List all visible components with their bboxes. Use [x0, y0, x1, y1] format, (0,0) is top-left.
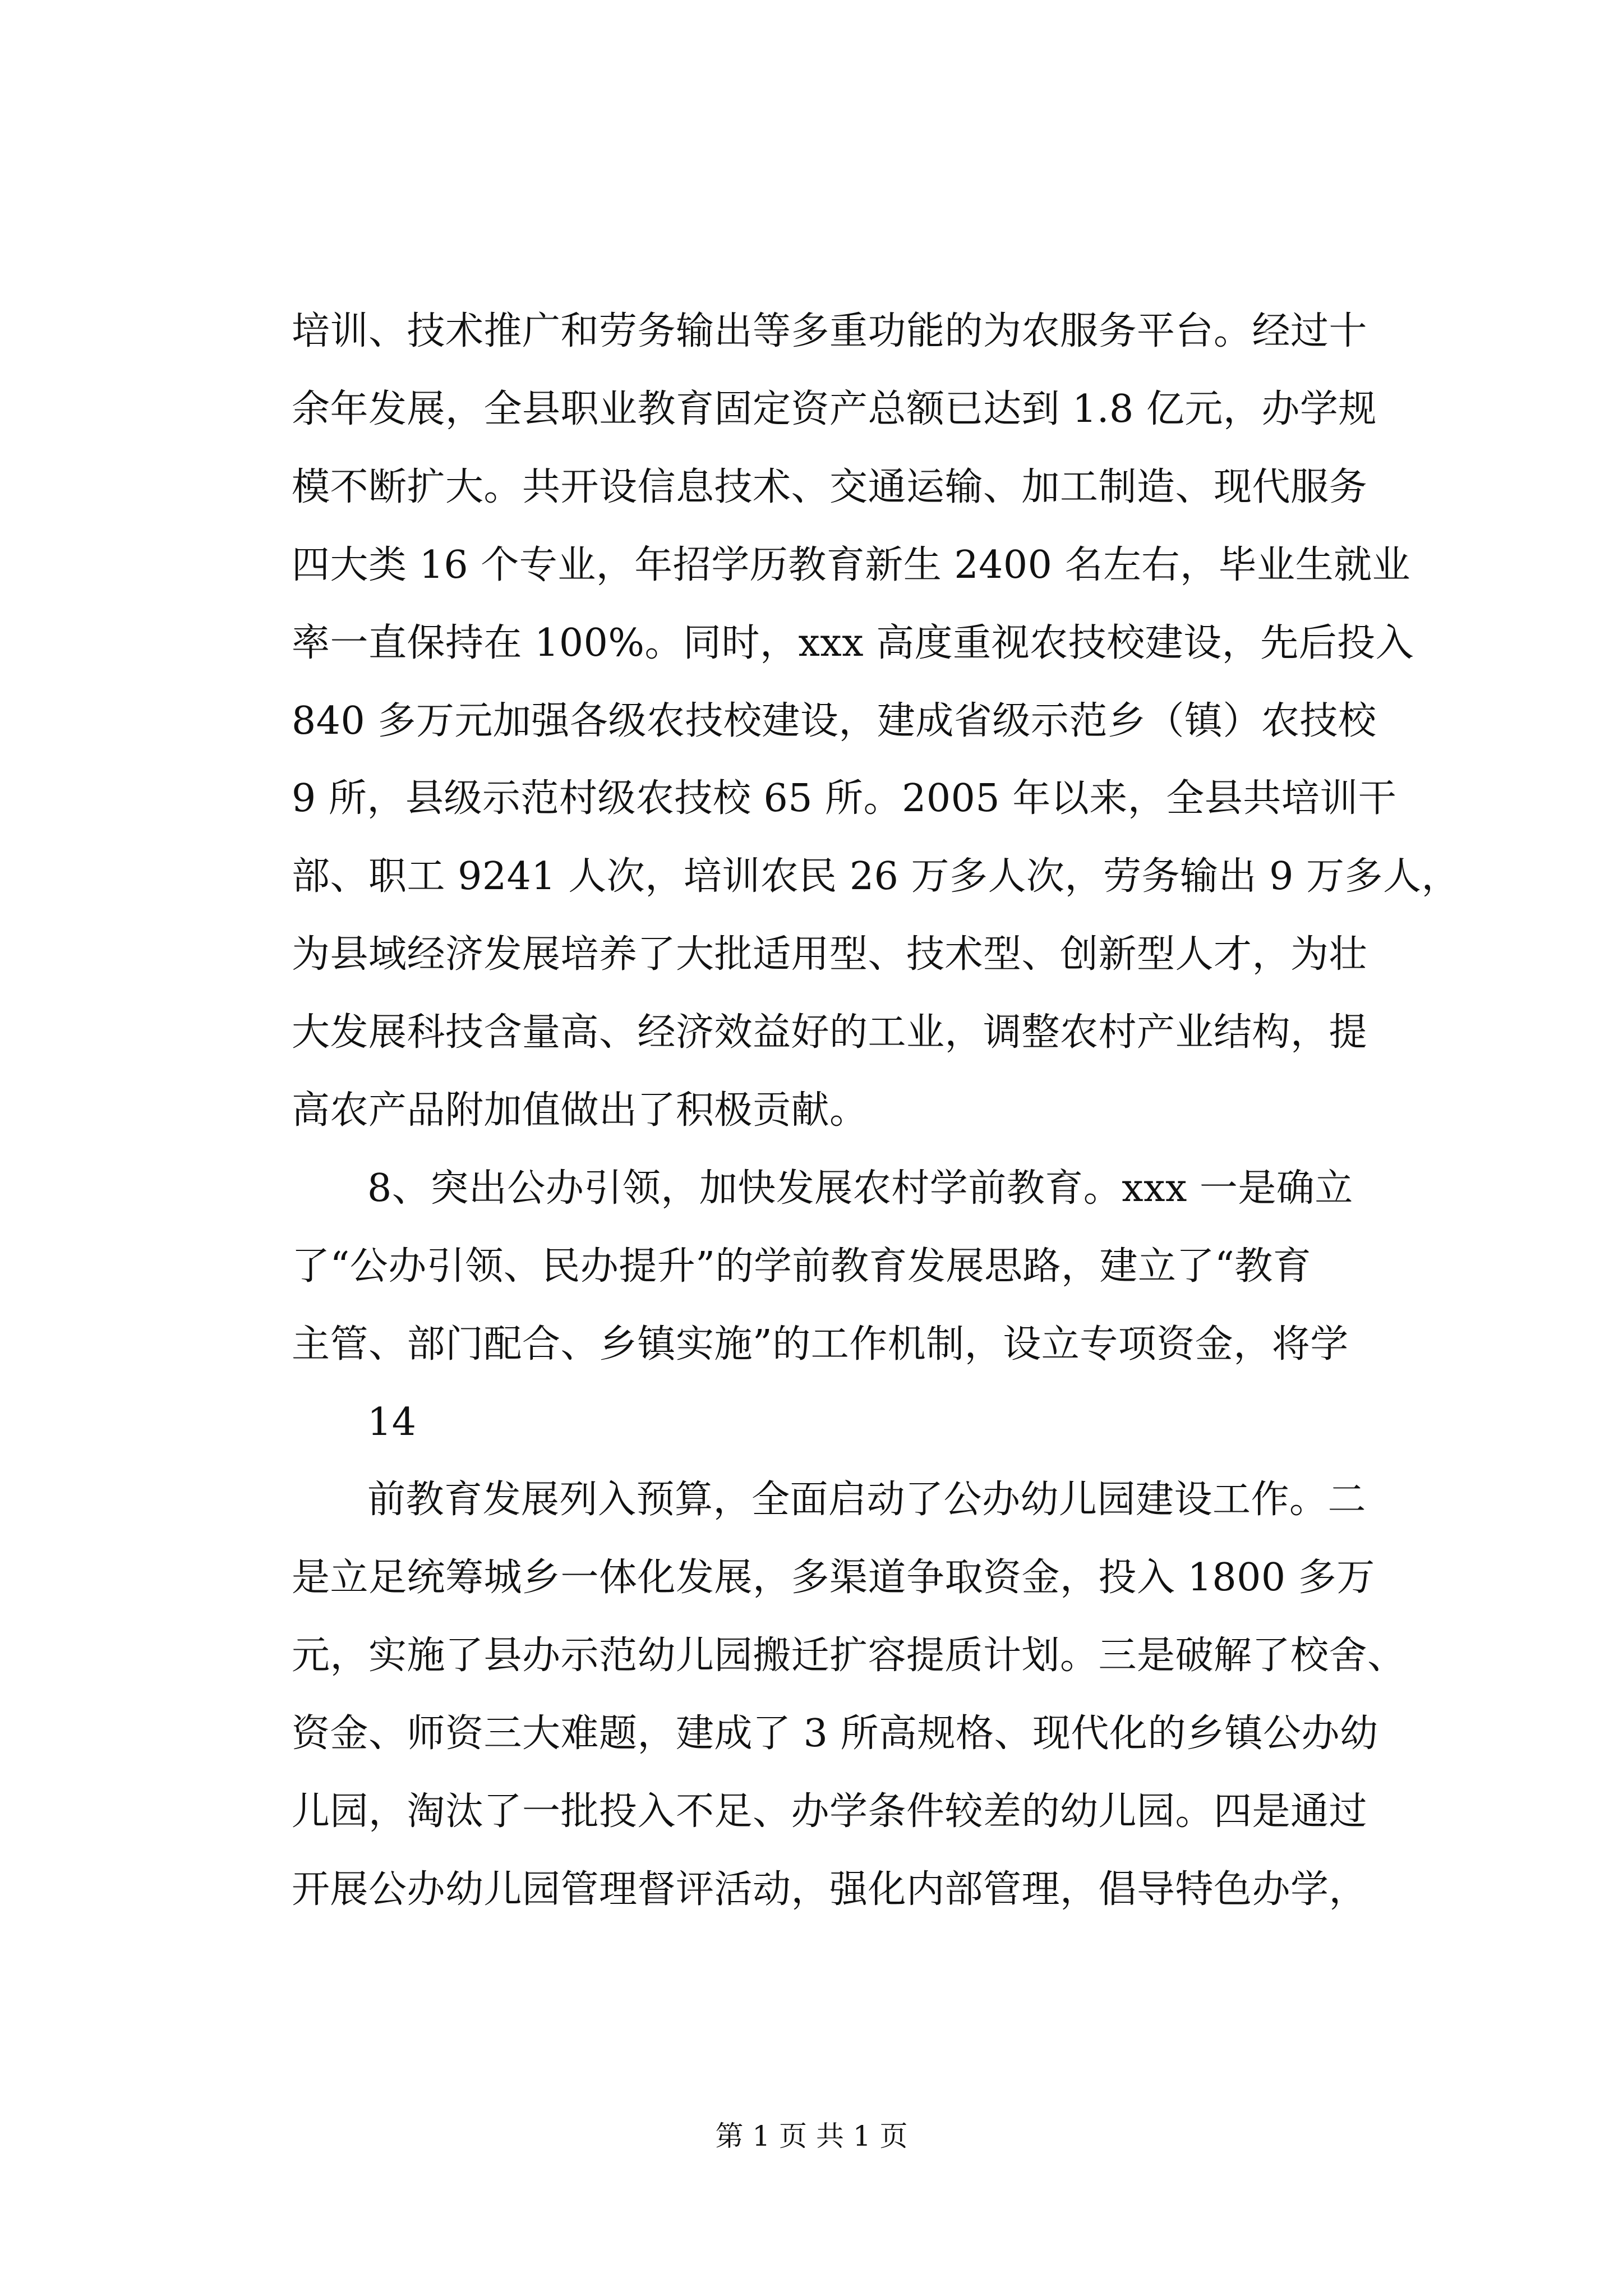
body-line: 是立足统筹城乡一体化发展，多渠道争取资金，投入 1800 多万: [292, 1556, 1375, 1600]
paragraph-start-line: 8、突出公办引领，加快发展农村学前教育。xxx 一是确立: [367, 1166, 1353, 1211]
body-line: 儿园，淘汰了一批投入不足、办学条件较差的幼儿园。四是通过: [292, 1789, 1368, 1834]
inline-page-number: 14: [367, 1400, 417, 1444]
body-line: 开展公办幼儿园管理督评活动，强化内部管理，倡导特色办学，: [292, 1867, 1368, 1912]
paragraph-start-line: 前教育发展列入预算，全面启动了公办幼儿园建设工作。二: [367, 1478, 1367, 1522]
body-line: 模不断扩大。共开设信息技术、交通运输、加工制造、现代服务: [292, 465, 1368, 509]
body-line: 培训、技术推广和劳务输出等多重功能的为农服务平台。经过十: [292, 309, 1368, 353]
body-line: 四大类 16 个专业，年招学历教育新生 2400 名左右，毕业生就业: [292, 543, 1411, 587]
body-line: 资金、师资三大难题，建成了 3 所高规格、现代化的乡镇公办幼: [292, 1711, 1378, 1756]
body-line: 主管、部门配合、乡镇实施”的工作机制，设立专项资金，将学: [292, 1322, 1349, 1366]
body-line: 率一直保持在 100%。同时，xxx 高度重视农技校建设，先后投入: [292, 621, 1414, 665]
page-footer: 第 1 页 共 1 页: [715, 2120, 908, 2152]
body-line: 大发展科技含量高、经济效益好的工业，调整农村产业结构，提: [292, 1010, 1368, 1055]
body-line: 840 多万元加强各级农技校建设，建成省级示范乡（镇）农技校: [292, 699, 1377, 743]
body-line: 余年发展，全县职业教育固定资产总额已达到 1.8 亿元，办学规: [292, 387, 1377, 431]
body-line: 为县域经济发展培养了大批适用型、技术型、创新型人才，为壮: [292, 932, 1368, 977]
body-line: 元，实施了县办示范幼儿园搬迁扩容提质计划。三是破解了校舍、: [292, 1634, 1406, 1678]
body-line: 了“公办引领、民办提升”的学前教育发展思路，建立了“教育: [292, 1244, 1312, 1289]
body-line: 9 所，县级示范村级农技校 65 所。2005 年以来，全县共培训干: [292, 776, 1397, 821]
body-line: 高农产品附加值做出了积极贡献。: [292, 1088, 868, 1133]
body-line: 部、职工 9241 人次，培训农民 26 万多人次，劳务输出 9 万多人，: [292, 854, 1460, 899]
